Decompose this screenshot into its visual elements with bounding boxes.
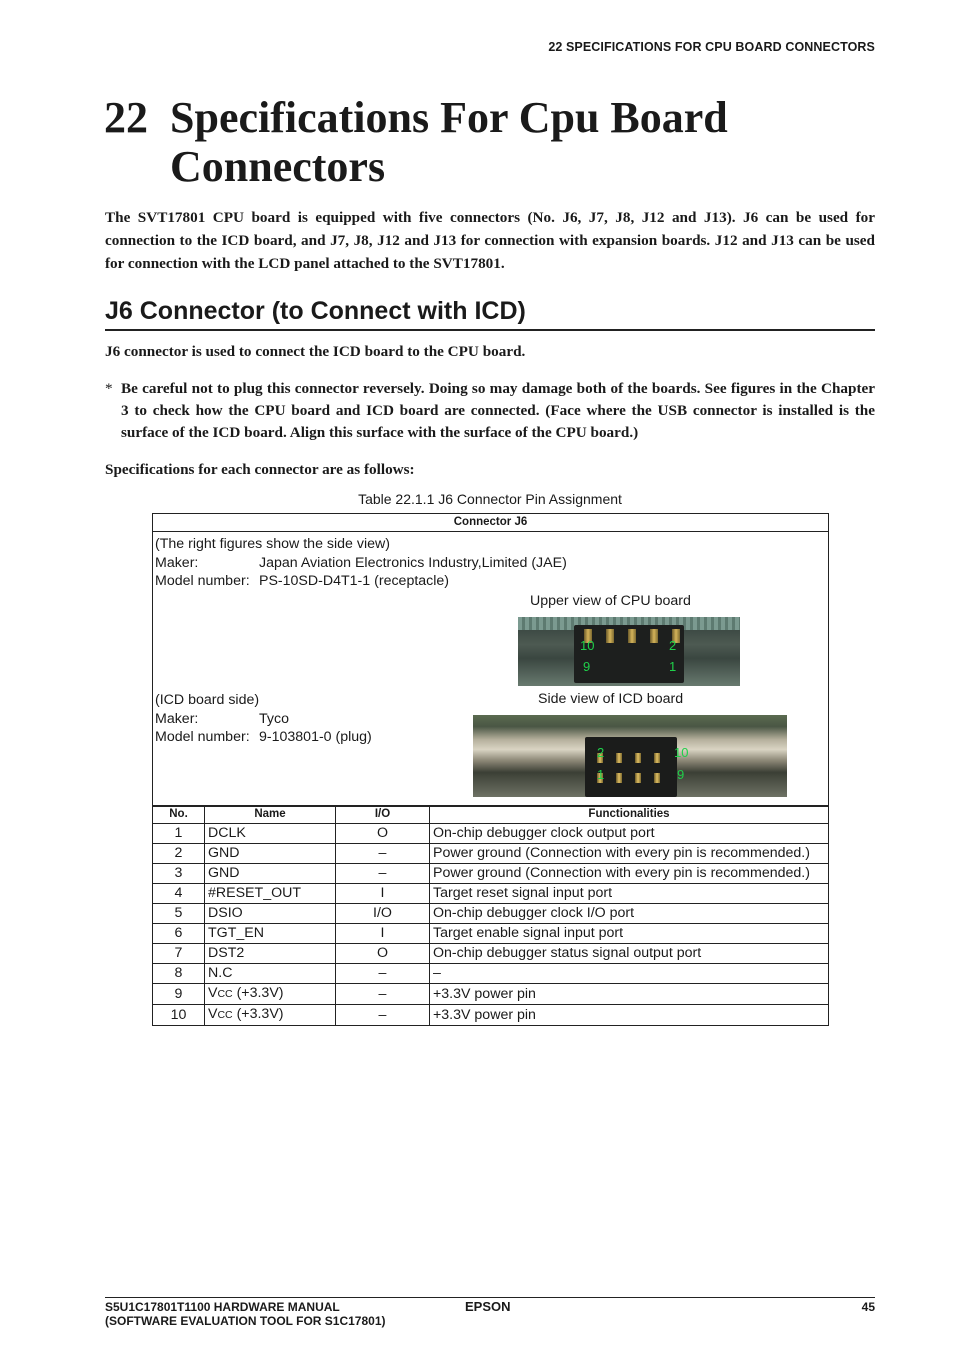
cpu-maker-value: Japan Aviation Electronics Industry,Limited (JAE) [259,554,567,571]
pin-function: Target reset signal input port [430,884,829,904]
pin-number: 2 [153,844,205,864]
pin-function: +3.3V power pin [430,1005,829,1026]
pin-name-main: V [208,1006,218,1022]
pin-name: DCLK [205,824,336,844]
pin-name: DST2 [205,944,336,964]
icd-side-note: (ICD board side) [155,692,260,708]
cpu-side-note: (The right figures show the side view) [155,536,390,552]
table-row [153,984,829,1005]
photo2-pin-label: 9 [677,767,685,782]
caution-note-text: Be careful not to plug this connector reversely. Doing so may damage both of the boards. See figures in the Chapter 3 to check how the CPU board and ICD board are connected. (Face where the USB connector is installed is the surface of the ICD board. Align this surface with the surface of the CPU board.) [121,380,875,441]
cpu-board-connector-photo [518,617,740,686]
pin-io: I/O [336,904,430,924]
pin-function: – [430,964,829,984]
pin-io: O [336,824,430,844]
chapter-title [104,93,884,191]
table-caption: Table 22.1.1 J6 Connector Pin Assignment [358,491,622,507]
table-header-row [153,806,829,824]
pin-function: On-chip debugger clock output port [430,824,829,844]
column-header-functionalities: Functionalities [430,806,829,824]
pin-number: 1 [153,824,205,844]
pin-io: – [336,964,430,984]
pin-number: 8 [153,964,205,984]
footer-brand: EPSON [465,1299,511,1314]
table-row [153,964,829,984]
pin-name: TGT_EN [205,924,336,944]
spec-intro-paragraph: Specifications for each connector are as follows: [105,461,415,478]
pin-io: – [336,1005,430,1026]
icd-board-connector-photo [473,715,787,797]
footer-divider [105,1297,875,1298]
pin-io: I [336,884,430,904]
pin-number: 7 [153,944,205,964]
pin-io: – [336,864,430,884]
photo1-pin-label: 2 [669,638,677,653]
pin-name: GND [205,864,336,884]
cpu-side-info [155,535,567,591]
pin-name-rest: (+3.3V) [232,985,284,1001]
photo2-caption: Side view of ICD board [538,691,684,707]
running-header: 22 SPECIFICATIONS FOR CPU BOARD CONNECTORS [548,40,875,54]
pin-name-subscript: CC [217,988,233,1000]
pin-function: Power ground (Connection with every pin is recommended.) [430,864,829,884]
footer-manual-title [105,1300,385,1328]
table-row [153,904,829,924]
pin-name [205,1005,336,1026]
pin-name [205,984,336,1005]
page-number: 45 [861,1300,875,1314]
chapter-number: 22 [104,93,148,142]
pin-number: 10 [153,1005,205,1026]
cpu-model-label: Model number: [155,573,250,589]
photo2-pin-label: 2 [597,745,605,760]
pin-number: 9 [153,984,205,1005]
section-heading: J6 Connector (to Connect with ICD) [105,296,875,331]
icd-side-info [155,691,372,747]
photo2-pin-label: 10 [674,745,689,760]
pin-io: O [336,944,430,964]
intro-paragraph: The SVT17801 CPU board is equipped with five connectors (No. J6, J7, J8, J12 and J13). J6 can be used for connection to the ICD board, and J7, J8, J12 and J13 for connection with expansion boards. J12 and J13 can be used for connection with the LCD panel attached to the SVT17801. [105,209,875,272]
icd-maker-value: Tyco [259,710,289,727]
photo1-pin-label: 9 [583,659,591,674]
photo1-pin-label: 1 [669,659,677,674]
pin-function: Power ground (Connection with every pin is recommended.) [430,844,829,864]
photo1-caption: Upper view of CPU board [530,593,691,609]
pin-number: 3 [153,864,205,884]
icd-maker-label: Maker: [155,710,199,727]
cpu-model-value: PS-10SD-D4T1-1 (receptacle) [259,573,450,589]
pin-number: 4 [153,884,205,904]
connector-spec-header: Connector J6 [153,514,828,532]
pin-function: On-chip debugger clock I/O port [430,904,829,924]
column-header-io: I/O [336,806,430,824]
table-row [153,1005,829,1026]
table-row [153,824,829,844]
connector-spec-box [152,513,829,807]
pin-name-rest: (+3.3V) [232,1006,284,1022]
pin-name-main: V [208,985,218,1001]
icd-model-value: 9-103801-0 (plug) [259,729,372,745]
pin-io: – [336,844,430,864]
photo2-pin-label: 1 [597,767,605,782]
pin-number: 6 [153,924,205,944]
footer-manual-line2: (SOFTWARE EVALUATION TOOL FOR S1C17801) [105,1314,386,1328]
pin-function: +3.3V power pin [430,984,829,1005]
table-row [153,924,829,944]
pin-assignment-table [152,805,829,1026]
photo1-pin-label: 10 [580,638,595,653]
asterisk-icon: * [105,380,113,397]
pin-function: Target enable signal input port [430,924,829,944]
footer-manual-line1: S5U1C17801T1100 HARDWARE MANUAL [105,1300,340,1314]
cpu-maker-label: Maker: [155,554,199,571]
table-row [153,884,829,904]
pin-name: DSIO [205,904,336,924]
section-paragraph: J6 connector is used to connect the ICD board to the CPU board. [105,343,526,360]
chapter-title-line2: Connectors [170,142,386,191]
pin-function: On-chip debugger status signal output port [430,944,829,964]
pin-number: 5 [153,904,205,924]
pin-io: I [336,924,430,944]
pin-name: #RESET_OUT [205,884,336,904]
table-row [153,864,829,884]
table-row [153,844,829,864]
pin-name: N.C [205,964,336,984]
pin-name-subscript: CC [217,1009,233,1021]
icd-model-label: Model number: [155,729,250,745]
pin-io: – [336,984,430,1005]
chapter-title-line1: Specifications For Cpu Board [170,93,728,142]
caution-note [105,378,875,444]
table-row [153,944,829,964]
column-header-name: Name [205,806,336,824]
column-header-no: No. [153,806,205,824]
pin-name: GND [205,844,336,864]
